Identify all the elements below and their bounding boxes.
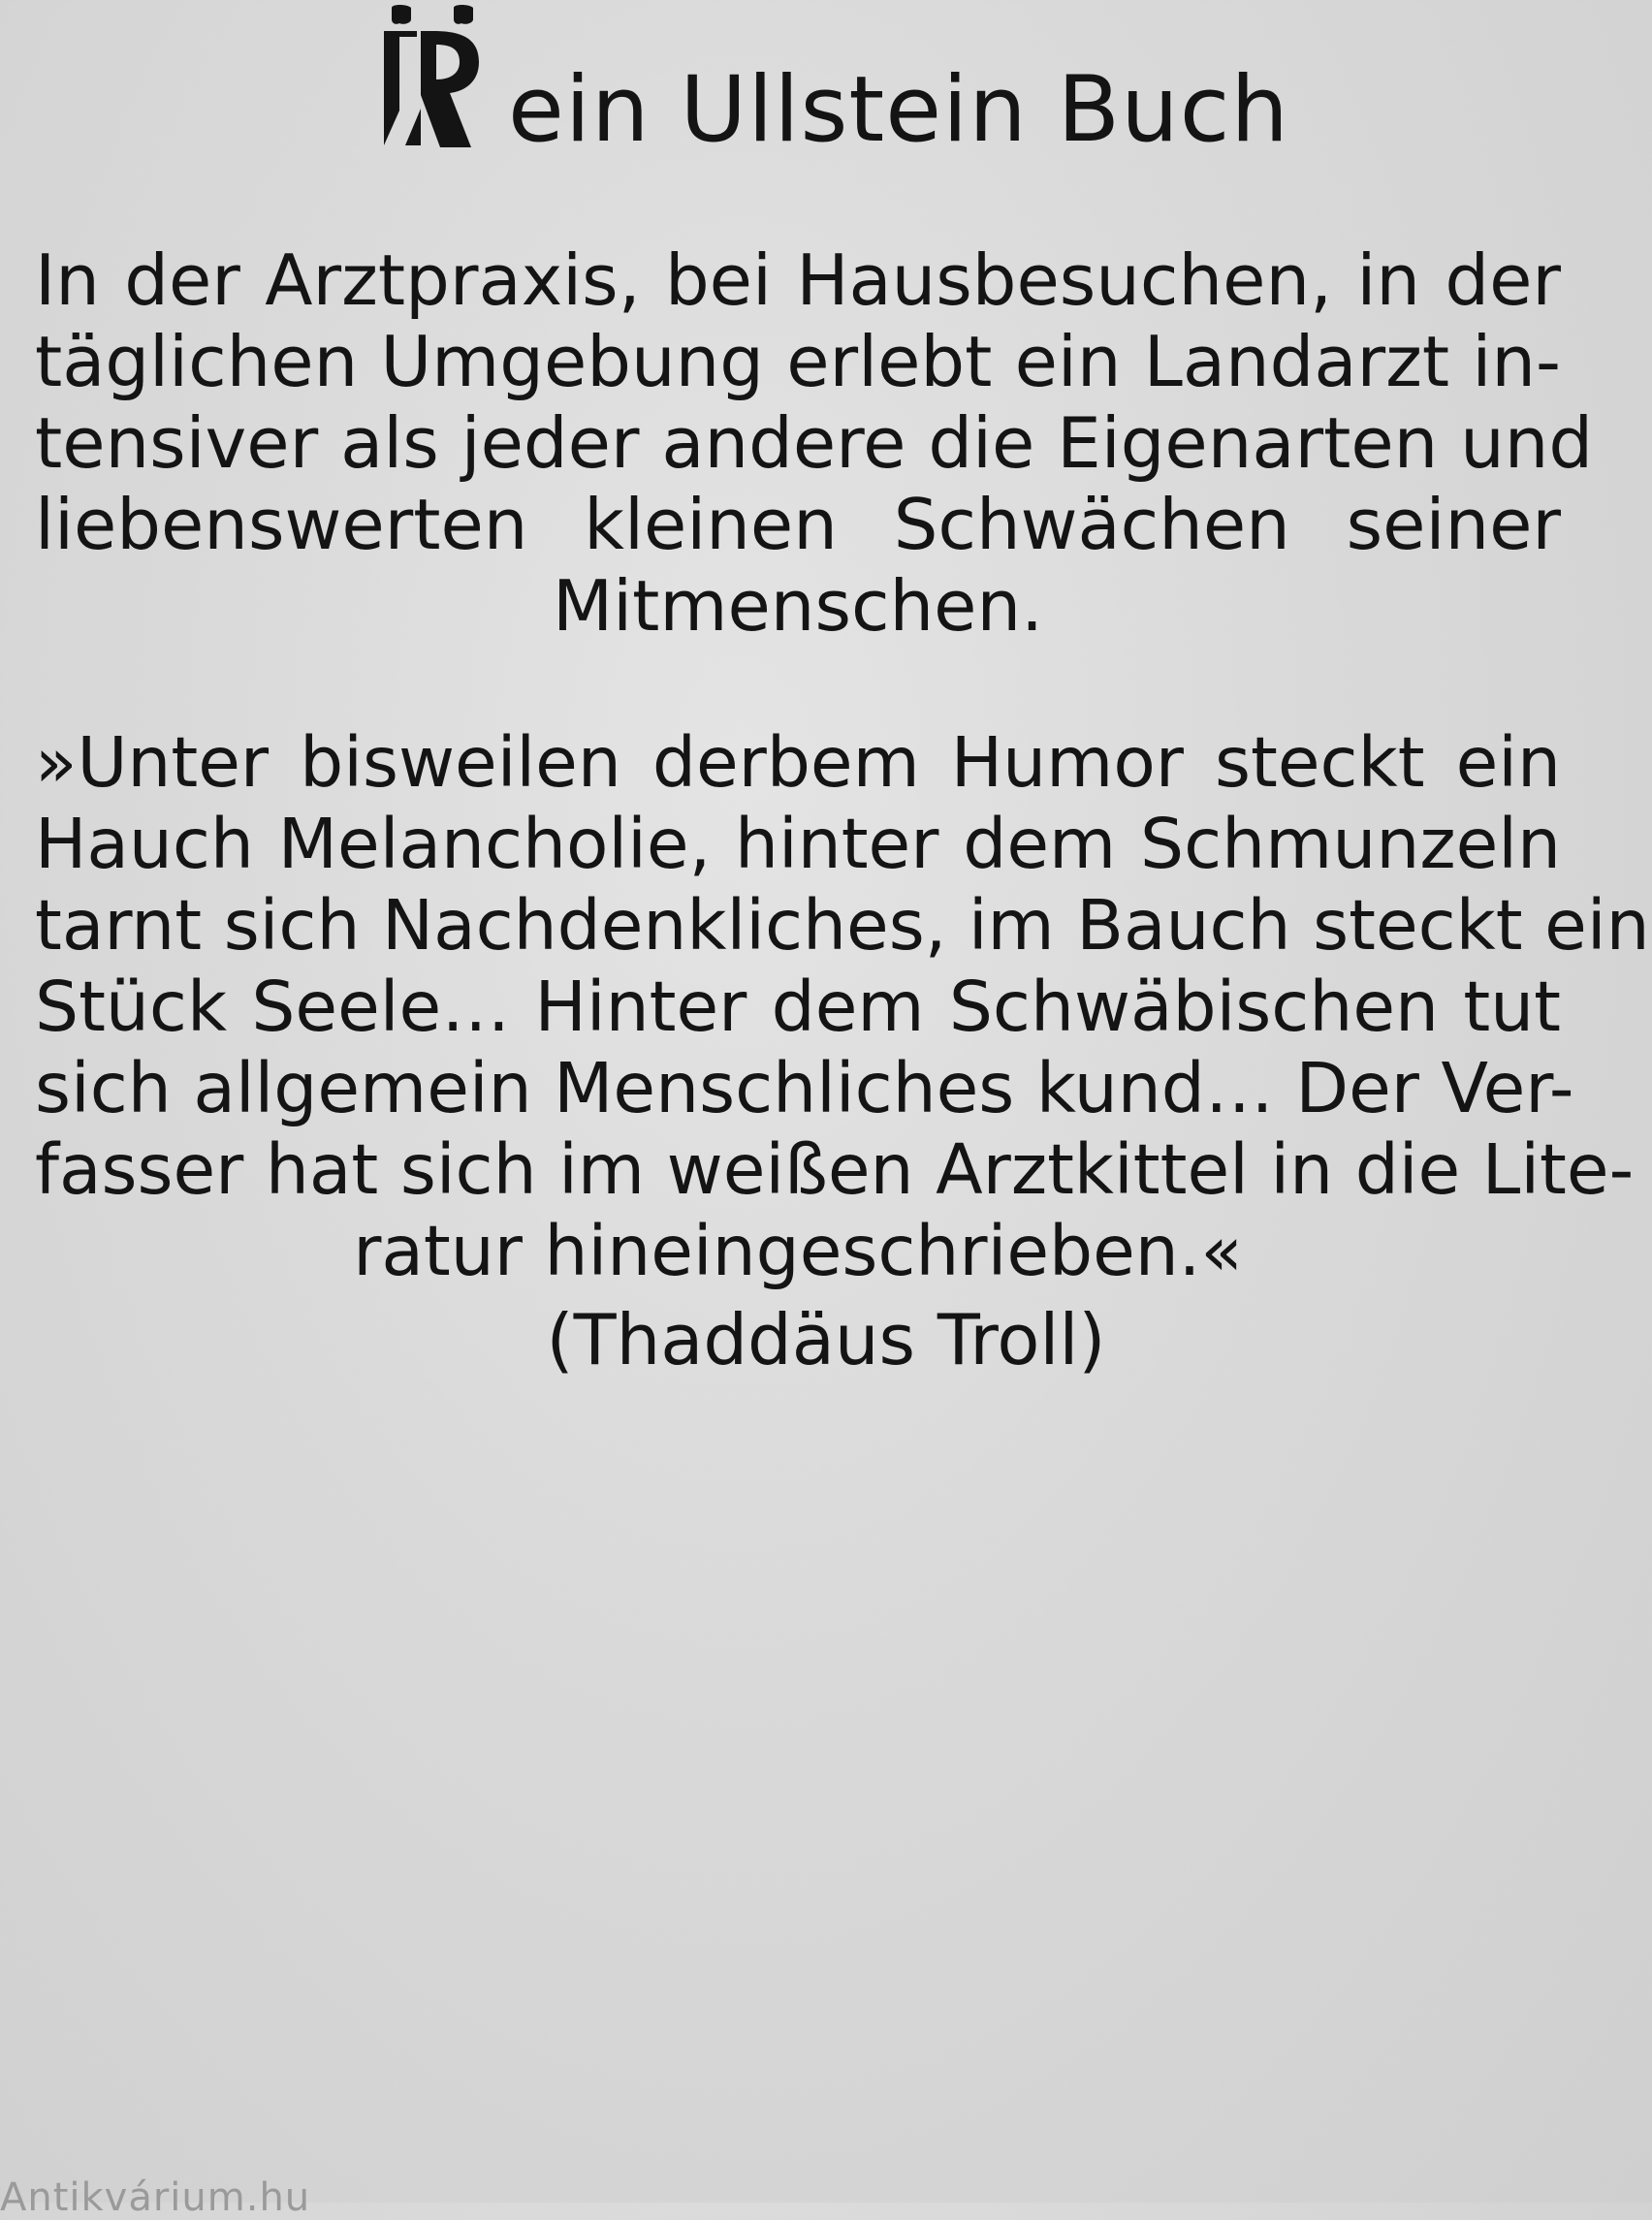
quote-paragraph: [35, 722, 1650, 1292]
quote-line: »Unter bisweilen derbem Humor steckt ein: [35, 722, 1561, 803]
quote-line: ratur hineingeschrieben.«: [353, 1211, 1243, 1291]
description-line: tensiver als jeder andere die Eigenarten und: [35, 402, 1594, 484]
quote-line: Stück Seele… Hinter dem Schwäbischen tut: [35, 967, 1561, 1047]
quote-line: Hauch Melancholie, hinter dem Schmunzeln: [35, 804, 1561, 884]
description-line: täglichen Umgebung erlebt ein Landarzt in-: [35, 321, 1561, 402]
quote-attribution: (Thaddäus Troll): [546, 1299, 1106, 1380]
ullstein-owl-logo-icon: [378, 2, 487, 152]
watermark-text: Antikvárium.hu: [0, 2175, 311, 2220]
quote-line: sich allgemein Menschliches kund… Der Ver-: [35, 1048, 1574, 1128]
quote-line: fasser hat sich im weißen Arztkittel in die Lite-: [35, 1129, 1635, 1210]
publisher-tagline: ein Ullstein Buch: [508, 57, 1289, 163]
description-line: In der Arztpraxis, bei Hausbesuchen, in der: [35, 239, 1561, 321]
quote-line: tarnt sich Nachdenkliches, im Bauch steckt ein: [35, 885, 1650, 966]
publisher-header: [378, 0, 1289, 170]
description-paragraph: [35, 239, 1594, 647]
description-line: liebenswerten kleinen Schwächen seiner: [35, 484, 1561, 565]
description-line: Mitmenschen.: [553, 565, 1043, 647]
